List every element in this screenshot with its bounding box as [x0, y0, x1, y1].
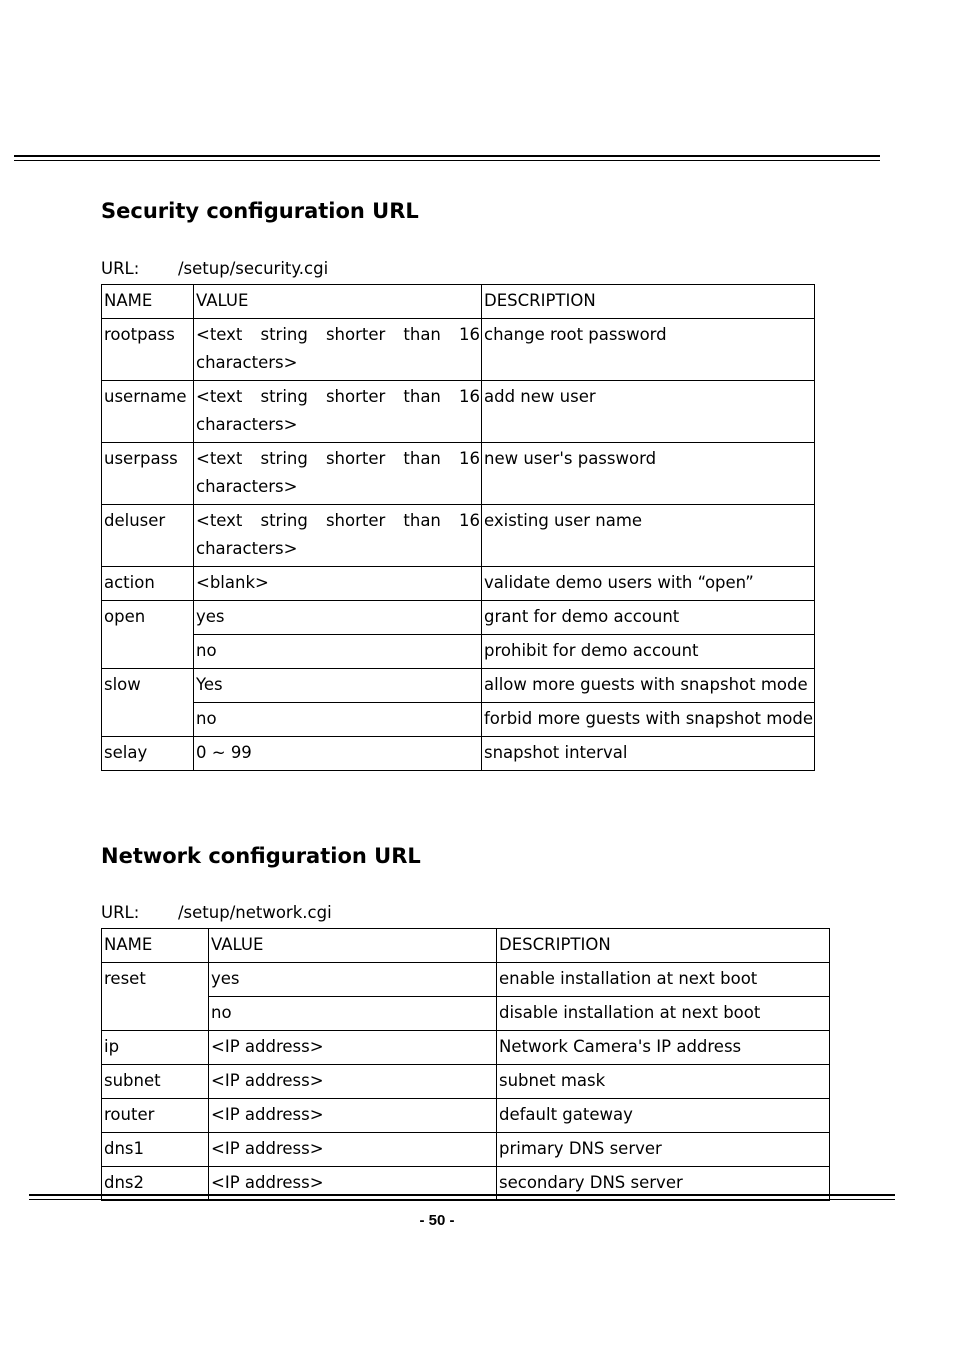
header-description: DESCRIPTION: [482, 285, 815, 319]
cell-value: 0 ~ 99: [194, 737, 482, 771]
header-description: DESCRIPTION: [497, 929, 830, 963]
cell-description: allow more guests with snapshot mode: [482, 669, 815, 703]
table-row: [102, 737, 815, 771]
header-name: NAME: [102, 285, 194, 319]
security-url-path: /setup/security.cgi: [178, 259, 329, 278]
cell-name: open: [102, 601, 194, 669]
cell-description: existing user name: [482, 505, 815, 567]
cell-description: grant for demo account: [482, 601, 815, 635]
cell-name: action: [102, 567, 194, 601]
cell-name: deluser: [102, 505, 194, 567]
cell-description: Network Camera's IP address: [497, 1031, 830, 1065]
network-table: [101, 928, 830, 1201]
table-row: [102, 601, 815, 635]
cell-description: default gateway: [497, 1099, 830, 1133]
security-section-title: Security configuration URL: [101, 199, 419, 223]
table-row: [102, 319, 815, 381]
cell-name: reset: [102, 963, 209, 1031]
header-value: VALUE: [194, 285, 482, 319]
table-row: [102, 997, 830, 1031]
cell-value: <text string shorter than 16 characters>: [194, 381, 482, 443]
cell-description: new user's password: [482, 443, 815, 505]
cell-name: username: [102, 381, 194, 443]
table-row: [102, 703, 815, 737]
table-row: [102, 1031, 830, 1065]
table-row: [102, 1133, 830, 1167]
cell-value: <text string shorter than 16 characters>: [194, 319, 482, 381]
cell-name: dns2: [102, 1167, 209, 1201]
cell-description: primary DNS server: [497, 1133, 830, 1167]
cell-name: userpass: [102, 443, 194, 505]
cell-description: snapshot interval: [482, 737, 815, 771]
table-row: [102, 669, 815, 703]
cell-description: prohibit for demo account: [482, 635, 815, 669]
cell-name: subnet: [102, 1065, 209, 1099]
cell-value: no: [194, 703, 482, 737]
cell-description: add new user: [482, 381, 815, 443]
table-row: [102, 381, 815, 443]
cell-description: forbid more guests with snapshot mode: [482, 703, 815, 737]
table-row: [102, 567, 815, 601]
cell-name: dns1: [102, 1133, 209, 1167]
cell-value: yes: [194, 601, 482, 635]
cell-value: Yes: [194, 669, 482, 703]
cell-name: selay: [102, 737, 194, 771]
header-rule-bottom: [14, 160, 880, 161]
page-number: - 50 -: [419, 1212, 455, 1229]
table-row: [102, 443, 815, 505]
cell-name: ip: [102, 1031, 209, 1065]
cell-description: change root password: [482, 319, 815, 381]
table-row: [102, 635, 815, 669]
cell-value: yes: [209, 963, 497, 997]
table-row: [102, 505, 815, 567]
table-row: [102, 1065, 830, 1099]
cell-value: <IP address>: [209, 1031, 497, 1065]
cell-name: slow: [102, 669, 194, 737]
cell-value: <IP address>: [209, 1099, 497, 1133]
table-row: [102, 963, 830, 997]
cell-value: <IP address>: [209, 1065, 497, 1099]
security-url-label: URL:: [101, 259, 140, 278]
cell-value: <IP address>: [209, 1167, 497, 1201]
cell-value: <text string shorter than 16 characters>: [194, 443, 482, 505]
cell-description: subnet mask: [497, 1065, 830, 1099]
security-url-line: [101, 259, 328, 278]
cell-name: rootpass: [102, 319, 194, 381]
table-header-row: [102, 929, 830, 963]
header-rule-top: [14, 155, 880, 157]
network-url-line: [101, 903, 332, 922]
cell-value: no: [194, 635, 482, 669]
footer-rule-bottom: [29, 1199, 895, 1200]
security-table: [101, 284, 815, 771]
cell-description: enable installation at next boot: [497, 963, 830, 997]
cell-value: no: [209, 997, 497, 1031]
footer-rule-top: [29, 1194, 895, 1196]
cell-description: disable installation at next boot: [497, 997, 830, 1031]
header-name: NAME: [102, 929, 209, 963]
cell-value: <blank>: [194, 567, 482, 601]
network-url-label: URL:: [101, 903, 140, 922]
cell-value: <text string shorter than 16 characters>: [194, 505, 482, 567]
network-url-path: /setup/network.cgi: [178, 903, 332, 922]
cell-value: <IP address>: [209, 1133, 497, 1167]
cell-description: validate demo users with “open”: [482, 567, 815, 601]
table-row: [102, 1099, 830, 1133]
table-header-row: [102, 285, 815, 319]
cell-name: router: [102, 1099, 209, 1133]
header-value: VALUE: [209, 929, 497, 963]
cell-description: secondary DNS server: [497, 1167, 830, 1201]
network-section-title: Network configuration URL: [101, 844, 421, 868]
